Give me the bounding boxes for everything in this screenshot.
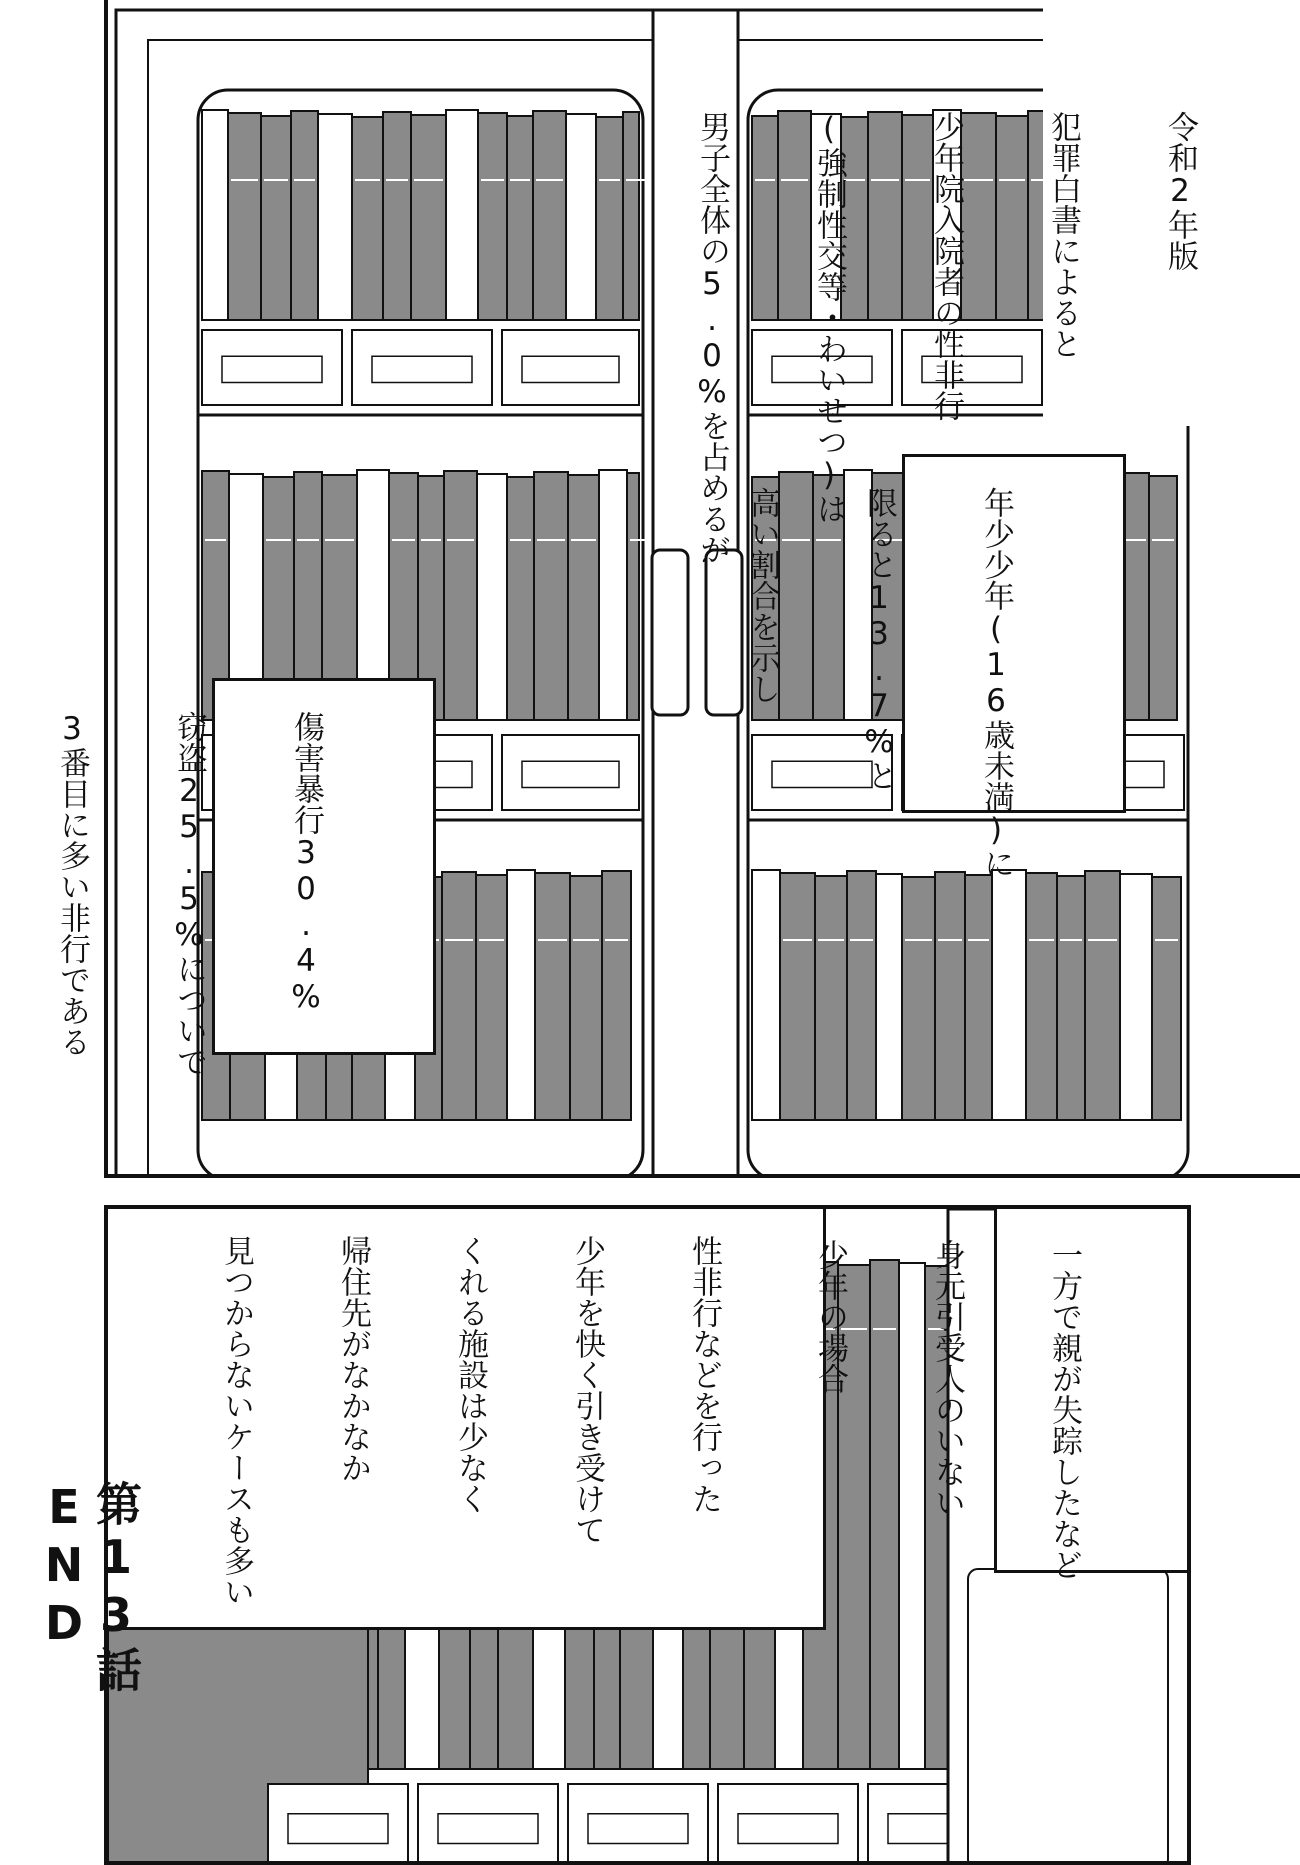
book-spine xyxy=(992,870,1026,1120)
file-box xyxy=(352,330,492,405)
book-spine xyxy=(477,474,507,720)
book-spine xyxy=(352,117,383,320)
book-spine xyxy=(533,111,566,320)
book-spine xyxy=(815,876,847,1120)
caption-line: 年少少年(16歳未満)に xyxy=(978,487,1014,879)
book-spine xyxy=(1152,877,1181,1120)
book-spine xyxy=(507,116,533,320)
book-spine xyxy=(1085,871,1120,1120)
caption-guardian xyxy=(812,1205,1191,1580)
caption-line: 高い割合を示し xyxy=(744,487,780,704)
caption-line: 一方で親が失踪したなど xyxy=(1046,1239,1082,1580)
caption-offense-ranking xyxy=(54,678,436,1077)
caption-line: 少年院入院者の性非行 xyxy=(928,111,964,421)
caption-intro xyxy=(694,0,1300,565)
caption-line: 性非行などを行った xyxy=(686,1235,722,1514)
file-box xyxy=(418,1784,558,1865)
file-box xyxy=(568,1784,708,1865)
book-spine xyxy=(780,873,815,1120)
caption-facility xyxy=(104,1205,826,1630)
book-spine xyxy=(935,872,965,1120)
caption-line: 傷害暴行30.4% xyxy=(288,711,324,1015)
caption-line: 帰住先がなかなか xyxy=(335,1235,371,1483)
caption-line: くれる施設は少なく xyxy=(452,1235,488,1514)
book-spine xyxy=(507,477,534,720)
book-spine xyxy=(261,116,291,320)
caption-guardian-text xyxy=(732,1239,1161,1580)
chapter-end-label: 第13話 END xyxy=(37,1480,143,1696)
book-spine xyxy=(535,873,570,1120)
book-spine xyxy=(318,114,352,320)
book-spine xyxy=(602,871,631,1120)
cabinet-door-edge xyxy=(968,1569,1168,1865)
book-spine xyxy=(847,871,876,1120)
caption-line: 少年を快く引き受けて xyxy=(569,1235,605,1545)
book-spine xyxy=(1120,874,1152,1120)
caption-young-offenders-text xyxy=(664,487,1093,879)
book-spine xyxy=(444,471,477,720)
book-spine xyxy=(411,115,446,320)
book-spine xyxy=(228,113,261,320)
caption-facility-text xyxy=(138,1235,801,1607)
caption-offense-ranking-text xyxy=(0,711,403,1077)
caption-line: 身元引受人のいない xyxy=(929,1239,965,1518)
file-box xyxy=(202,330,342,405)
book-spine xyxy=(752,870,780,1120)
caption-line: 犯罪白書によると xyxy=(1045,111,1081,359)
book-spine xyxy=(1057,876,1085,1120)
caption-line: (強制性交等・わいせつ)は xyxy=(811,111,847,524)
book-spine xyxy=(507,870,535,1120)
book-spine xyxy=(442,872,476,1120)
caption-line: 限ると13.7%と xyxy=(861,487,897,791)
book-spine xyxy=(1026,873,1057,1120)
book-spine xyxy=(570,876,602,1120)
book-spine xyxy=(965,875,992,1120)
caption-line: 見つからないケースも多い xyxy=(218,1235,254,1607)
caption-line: 男子全体の5.0%を占めるが xyxy=(694,111,730,565)
book-spine xyxy=(568,475,599,720)
book-spine xyxy=(291,111,318,320)
book-spine xyxy=(902,877,935,1120)
book-spine xyxy=(478,113,507,320)
caption-line: 窃盗25.5%についで xyxy=(171,711,207,1077)
book-spine xyxy=(383,112,411,320)
caption-line: 令和2年版 xyxy=(1162,111,1198,271)
caption-line: 少年の場合 xyxy=(812,1239,848,1394)
book-spine xyxy=(534,472,568,720)
caption-young-offenders xyxy=(744,454,1126,879)
file-box xyxy=(268,1784,408,1865)
book-spine xyxy=(876,874,902,1120)
book-spine xyxy=(566,114,596,320)
caption-line: 3番目に多い非行である xyxy=(54,711,90,1057)
book-spine xyxy=(476,875,507,1120)
book-spine xyxy=(202,110,228,320)
file-box xyxy=(718,1784,858,1865)
book-spine xyxy=(446,110,478,320)
